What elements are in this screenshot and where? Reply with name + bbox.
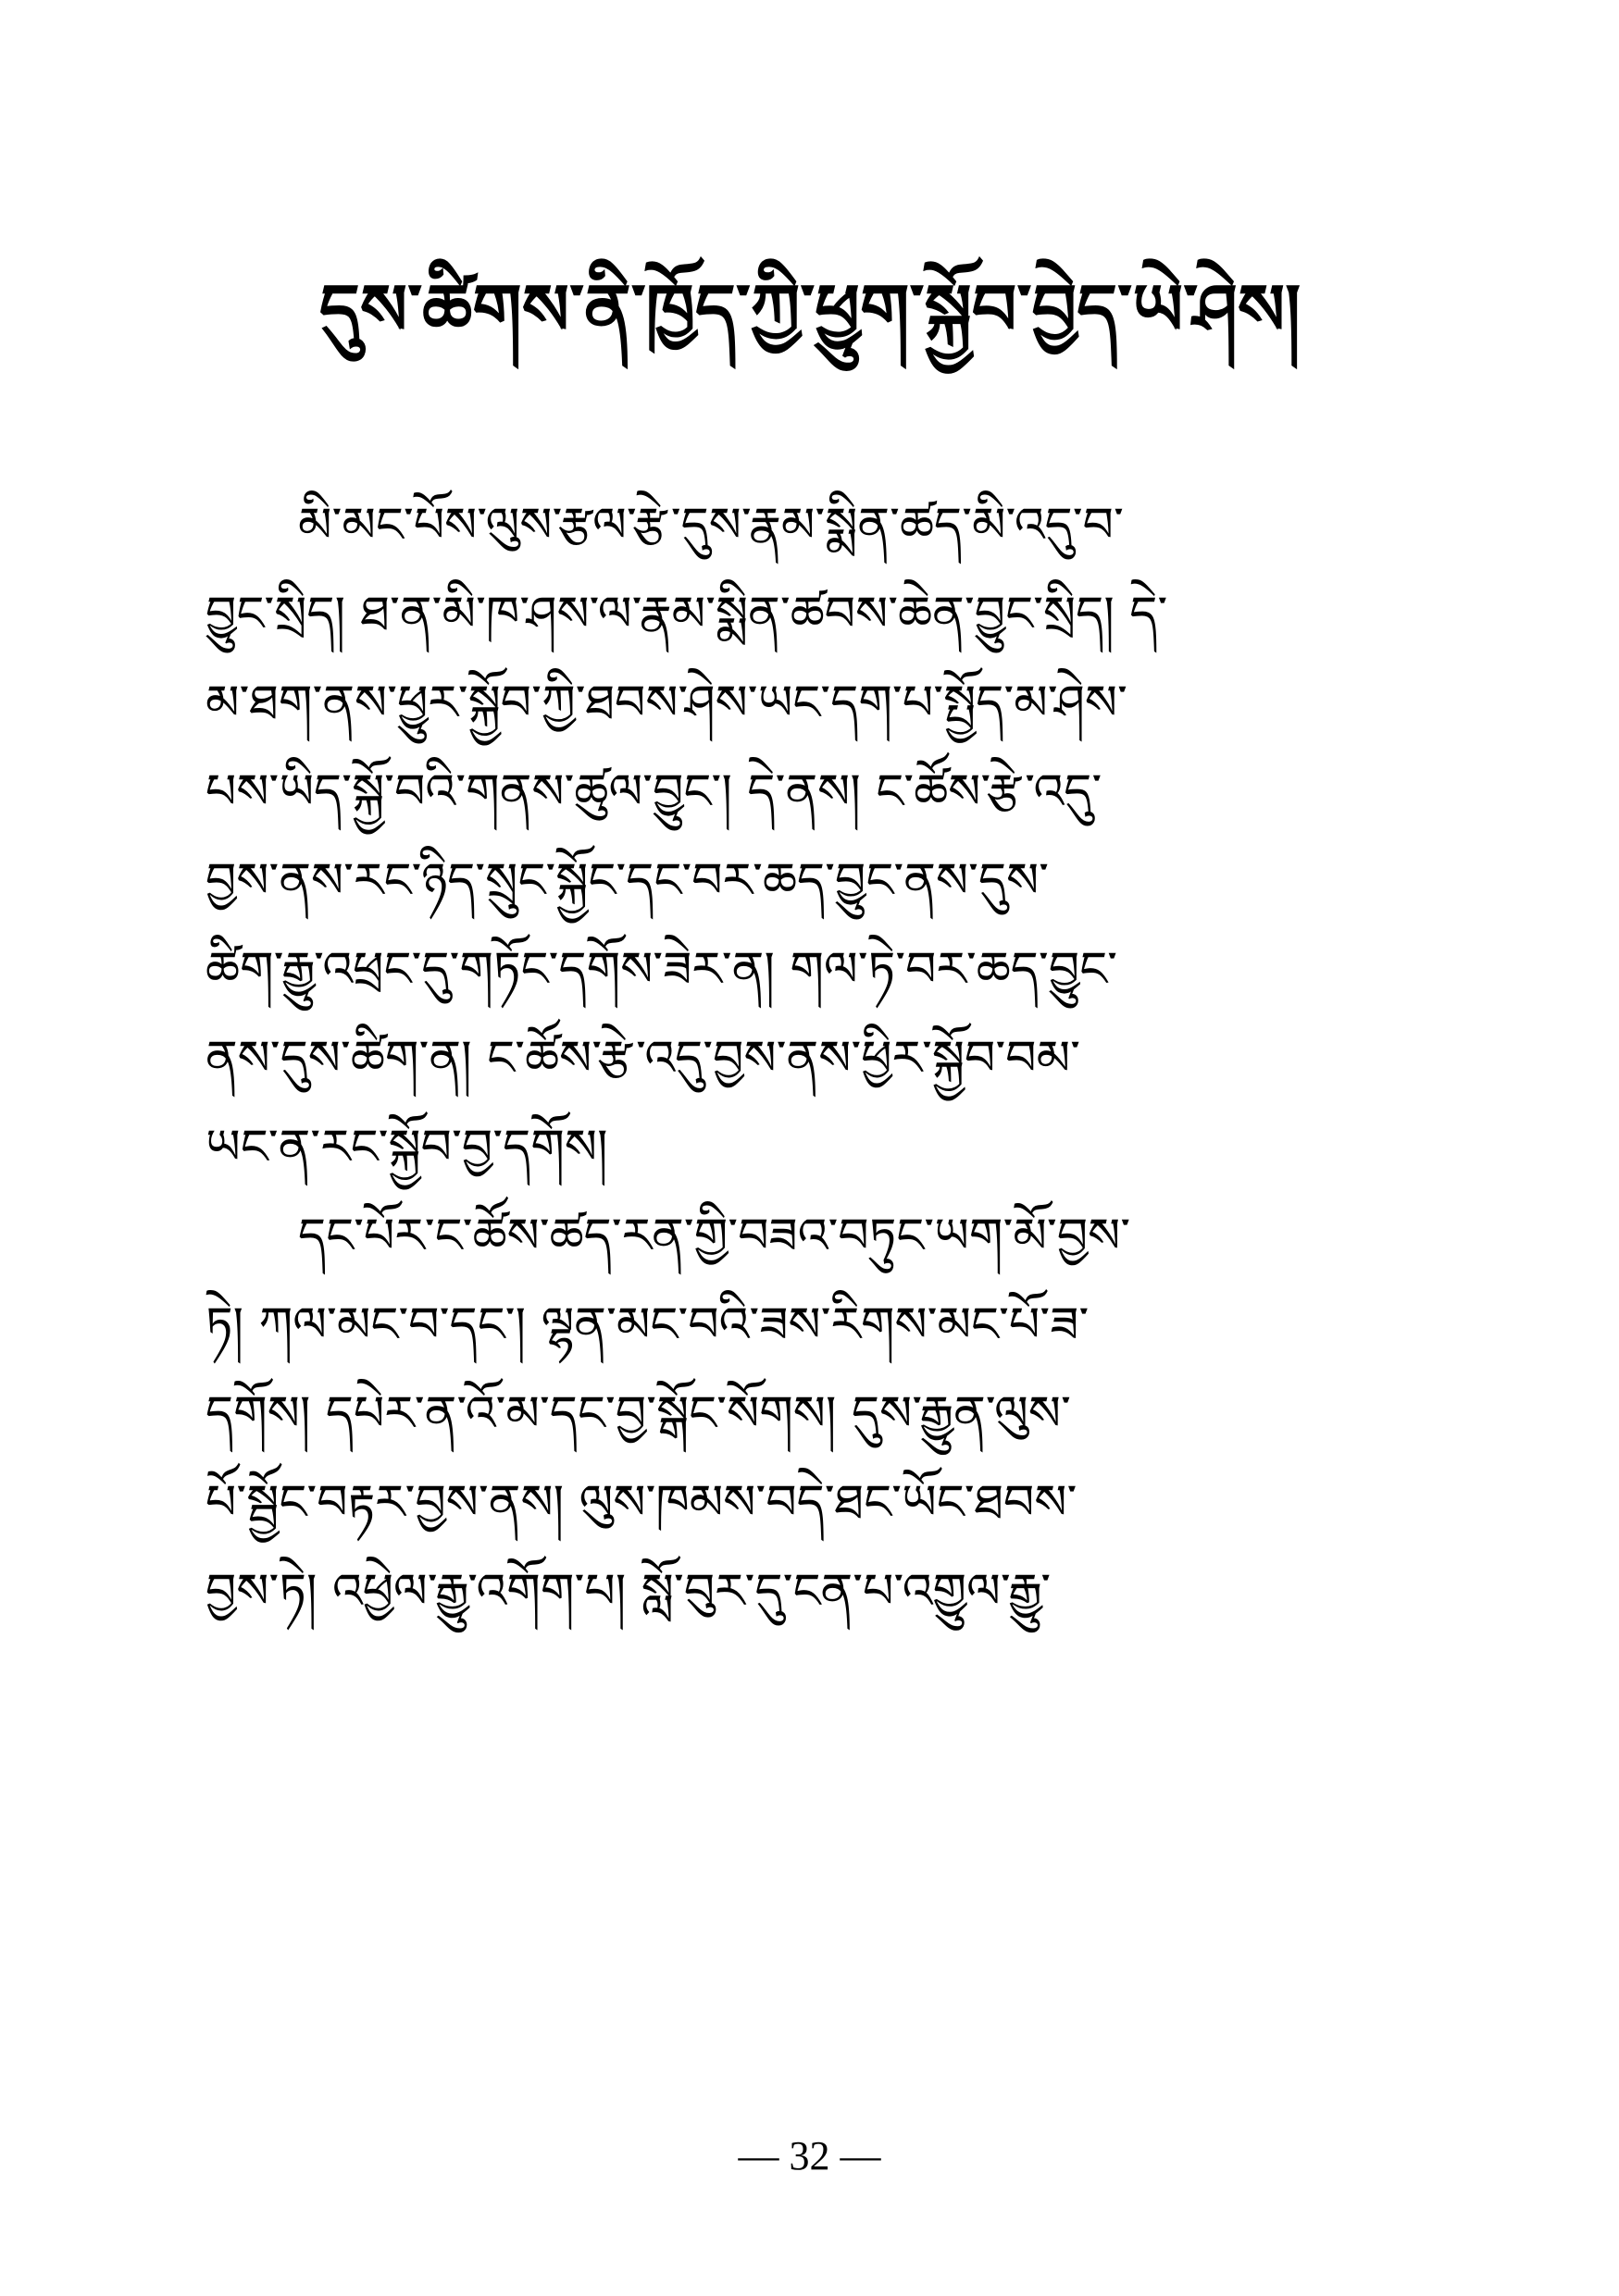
paragraph <box>205 1192 1409 1636</box>
paragraph-line: བྱུང་སྲིད། ཐ་ན་མི་ཁ་ཤས་ལ་རྣམ་སྨིན་ཚབས་ཆེན་བྱུང་སྲིད། དེ་ <box>205 587 1168 642</box>
paragraph-line: བྱས་ནས་རང་ཉིད་སྲུང་སྐྱོང་དང་བར་ཆད་བྱུང་ནས་དུས་ <box>205 853 1050 909</box>
page-number: — 32 — <box>738 2133 881 2178</box>
paragraph-line: མ་ཐག་ནས་ཕྱུར་སྐྱོབ་ཀྱི་ཐབས་ཤེས་ཡང་དག་པ་སྤྱོད་མ་ཤེས་ <box>205 676 1127 731</box>
body-text <box>205 481 1409 1636</box>
page-title: དུས་ཚིགས་ནི་ཁྱོད་ཀྱི་ཕྱུག་སྐྱོབ་བྱེད་ཡེ་ཤེས། <box>318 268 1301 351</box>
paragraph-line: ཡང་ན་རང་སྐྱོབ་བྱ་དགོས། <box>205 1120 608 1175</box>
paragraph-line: པས་ཡིད་སྐྱོ་བའི་གནས་ཚུལ་བྱུང་། དེ་ནས། ང་ཚོས་རྩེ་འདུ་ <box>205 764 1102 820</box>
paragraph-line: ནས་དུས་ཚིག་ན། ང་ཚོས་རྩེ་འདུ་བྱས་ནས་ཕྱིར་སྐྱོབ་བམ་ <box>205 1031 1080 1086</box>
paragraph-line: དང་པོར་ང་ཚོས་ཚད་རན་གྱི་བཟའ་བཏུང་ཡག་མོ་བྱས་ <box>298 1209 1131 1264</box>
paragraph-line: པོ་སྦྱོང་བརྟར་བྱས་ནས། ལུས་ཁམས་བདེ་ཐང་ཡོང་ཐབས་ <box>205 1475 1077 1531</box>
paragraph-line: མི་མང་པོས་ལུས་རྩལ་རྩེ་དུས་རྣམ་སྨིན་ཚད་མི་འདུ་བ་ <box>298 498 1124 553</box>
paragraph-line: ཚིག་རྒྱུ་འཕྲང་དུ་གཏོང་དགོས་ཟེར་ན། གལ་ཏེ་བར་ཆད་བྱུང་ <box>205 942 1118 998</box>
paragraph-line: ཏེ། ཀལ་མང་བ་དང་། ལྷན་མང་བའི་ཟས་རིགས་མང་པོ་ཟ་ <box>205 1297 1090 1353</box>
paragraph <box>205 481 1409 1192</box>
paragraph-line: དགོས། དཔེར་ན་འོ་མ་དང་བྱ་སྒོང་སོགས། དུས་རྒྱུན་ལུས་ <box>205 1386 1071 1442</box>
paragraph-line: བྱས་ཏེ། འཕྱེལ་རྒྱུ་འགོག་པ། སློ་བུར་དུ་ངན་པ་འགྱུལ་རྒྱུ་ <box>205 1564 1052 1620</box>
